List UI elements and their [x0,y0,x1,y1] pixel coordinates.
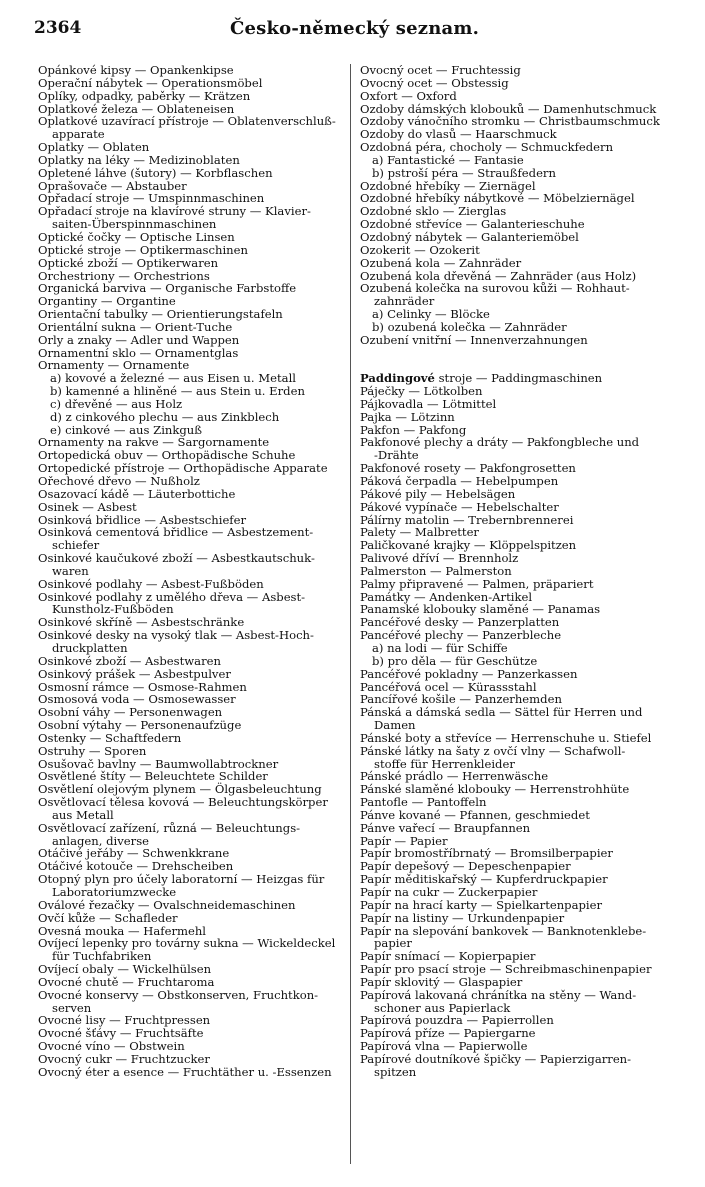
glossary-entry: Palety — Malbretter [360,525,479,540]
glossary-entry: Ozdobné střevíce — Galanterieschuhe [360,217,585,232]
glossary-entry: Papírová pouzdra — Papierrollen [360,1013,554,1028]
glossary-entry: Pancířové košile — Panzerhemden [360,692,562,707]
glossary-entry: Papír na hrací karty — Spielkartenpapier [360,897,603,912]
glossary-entry: Papír pro psací stroje — Schreibmaschinenpapier [360,962,652,977]
glossary-entry: Optické stroje — Optikermaschinen [38,242,248,257]
glossary-entry: Opřadací stroje na klavírové struny — Klavier- [38,204,311,219]
glossary-entry: a) Celinky — Blöcke [372,307,490,322]
glossary-entry: Osvětlení olejovým plynem — Ölgasbeleuchtung [38,782,322,797]
glossary-entry: Osinkové desky na vysoký tlak — Asbest-Hoch- [38,628,314,643]
page-header [34,18,675,44]
glossary-entry: Osvětlovací tělesa kovová — Beleuchtungskörper [38,795,328,810]
glossary-entry: Ozdoby do vlasů — Haarschmuck [360,127,557,142]
glossary-entry: Pakfonové rosety — Pakfongrosetten [360,461,576,476]
glossary-entry: Pánské prádlo — Herrenwäsche [360,769,549,784]
glossary-entry: Oxfort — Oxford [360,88,457,103]
glossary-entry: Osobní váhy — Personenwagen [38,705,223,720]
glossary-entry: Oplatkové uzavírací přístroje — Oblatenverschluß- [38,114,336,129]
glossary-entry: Organtiny — Organtine [38,294,176,309]
glossary-entry: Optické čočky — Optische Linsen [38,229,235,244]
glossary-entry: Ozubená kola dřevěná — Zahnräder (aus Holz) [360,268,637,283]
glossary-entry: Ostenky — Schaftfedern [38,730,182,745]
section-lead-word: Paddingové [360,371,435,386]
glossary-entry: Pálírny matolin — Trebernbrennerei [360,512,574,527]
glossary-entry: Ornamenty — Ornamente [38,358,190,373]
glossary-entry: Papírová příze — Papiergarne [360,1026,536,1041]
glossary-entry: Panamské klobouky slaměné — Panamas [360,602,601,617]
section-gap [360,347,670,360]
glossary-entry: Oplatkové železa — Oblateneisen [38,101,235,116]
glossary-entry: Osinkové podlahy — Asbest-Fußböden [38,576,264,591]
glossary-entry: Pancéřové pokladny — Panzerkassen [360,666,578,681]
glossary-entry: Ovocný ocet — Fruchtessig [360,63,521,77]
glossary-entry: Ozdoby vánočního stromku — Christbaumschmuck [360,114,660,129]
glossary-entry: spitzen [374,1064,417,1079]
glossary-entry: Opletené láhve (šutory) — Korbflaschen [38,165,273,180]
glossary-entry: papier [374,936,412,951]
glossary-entry: Pájkovadla — Lötmittel [360,396,497,411]
glossary-entry: Optické zboží — Optikerwaren [38,255,219,270]
glossary-entry: Papírová lakovaná chránítka na stěny — Wand- [360,987,637,1002]
glossary-entry: Organická barviva — Organische Farbstoffe [38,281,297,296]
glossary-entry: Osvětlovací zařízení, různá — Beleuchtungs- [38,820,301,835]
glossary-entry: Osinkový prášek — Asbestpulver [38,666,231,681]
glossary-entry: Otáčivé jeřáby — Schwenkkrane [38,846,230,861]
glossary-entry: Ozdoby dámských klobouků — Damenhutschmuck [360,101,657,116]
glossary-entry: -Drähte [374,448,419,463]
glossary-entry: Ovesná mouka — Hafermehl [38,923,207,938]
glossary-entry: Pancéřové desky — Panzerplatten [360,615,560,630]
glossary-entry: Orchestriony — Orchestrions [38,268,210,283]
glossary-entry: Papírové doutníkové špičky — Papierzigarren- [360,1051,632,1066]
glossary-entry: a) na lodi — für Schiffe [372,640,508,655]
glossary-entry: Oprašovače — Abstauber [38,178,187,193]
glossary-entry: b) kamenné a hliněné — aus Stein u. Erden [50,384,305,399]
glossary-entry: Ozdobné hřebíky — Ziernägel [360,178,536,193]
glossary-entry: Pakfon — Pakfong [360,422,467,437]
glossary-entry: druckplatten [52,640,128,655]
glossary-entry: schoner aus Papierlack [374,1000,511,1015]
glossary-entry: Pákové pily — Hebelsägen [360,486,516,501]
glossary-entry: b) pstroší péra — Straußfedern [372,165,556,180]
glossary-entry: Laboratoriumzwecke [52,885,177,899]
glossary-entry: Oválové řezačky — Ovalschneidemaschinen [38,897,296,912]
glossary-entry: Pancéřová ocel — Kürassstahl [360,679,537,694]
glossary-entry: Ovocné víno — Obstwein [38,1039,185,1054]
glossary-entry: Ostruhy — Sporen [38,743,147,758]
glossary-entry: Papír snímací — Kopierpapier [360,949,536,964]
glossary-entry: Ovčí kůže — Schafleder [38,910,178,925]
page-title: Česko-německý seznam. [229,18,480,39]
glossary-entry: Ovocný éter a esence — Fruchtäther u. -Essenzen [38,1064,332,1079]
glossary-entry: saiten-Überspinnmaschinen [52,217,217,232]
glossary-entry: Orientální sukna — Orient-Tuche [38,319,233,334]
glossary-entry: Papír na listiny — Urkundenpapier [360,910,565,925]
page-number: 2364 [34,18,82,38]
glossary-entry: b) pro děla — für Geschütze [372,653,538,668]
glossary-entry: Osinkové podlahy z umělého dřeva — Asbest- [38,589,306,604]
glossary-entry: Ovocný ocet — Obstessig [360,75,509,90]
glossary-entry: Pánské látky na šaty z ovčí vlny — Schafwoll- [360,743,626,758]
glossary-entry: Osinková břidlice — Asbestschiefer [38,512,246,527]
glossary-entry: Otopný plyn pro účely laboratorní — Heizgas für [38,872,325,887]
glossary-entry: Ozubená kola — Zahnräder [360,255,522,270]
right-column [360,64,670,1079]
column-divider [350,64,351,1164]
glossary-entry: Osinkové kaučukové zboží — Asbestkautschuk- [38,551,315,566]
glossary-entry: Oplatky — Oblaten [38,140,150,155]
glossary-entry: Osušovač bavlny — Baumwollabtrockner [38,756,279,771]
glossary-entry: Pánve vařecí — Braupfannen [360,820,531,835]
glossary-entry: aus Metall [52,807,114,822]
glossary-entry: Osinkové skříně — Asbestschränke [38,615,245,630]
glossary-entry: Ozokerit — Ozokerit [360,242,480,257]
glossary-entry: c) dřevěné — aus Holz [50,396,183,411]
glossary-entry: Ornamenty na rakve — Sargornamente [38,435,270,450]
glossary-entry: serven [52,1000,92,1015]
glossary-entry: Osobní výtahy — Personenaufzüge [38,718,242,733]
glossary-entry: Pánské boty a střevíce — Herrenschuhe u. Stiefel [360,730,652,745]
glossary-entry: Papír depešový — Depeschenpapier [360,859,571,874]
glossary-entry: Pánské slaměné klobouky — Herrenstrohhüte [360,782,630,797]
glossary-entry: stoffe für Herrenkleider [374,756,515,771]
glossary-entry: Damen [374,718,416,733]
glossary-entry: Otáčivé kotouče — Drehscheiben [38,859,234,874]
glossary-entry: b) ozubená kolečka — Zahnräder [372,319,567,334]
glossary-entry: Orientační tabulky — Orientierungstafeln [38,307,283,322]
glossary-entry: Kunstholz-Fußböden [52,602,174,617]
glossary-entry: e) cinkové — aus Zinkguß [50,422,203,437]
glossary-entry: Papír — Papier [360,833,448,848]
glossary-entry: Papír bromostříbrnatý — Bromsilberpapier [360,846,613,861]
glossary-entry: Papír na cukr — Zuckerpapier [360,885,538,899]
glossary-entry: Osinková cementová břidlice — Asbestzement- [38,525,314,540]
glossary-entry: Ozdobné hřebíky nábytkové — Möbelziernägel [360,191,635,206]
glossary-entry: Papír na slepování bankovek — Banknotenklebe- [360,923,647,938]
glossary-entry: Památky — Andenken-Artikel [360,589,533,604]
glossary-entry: Papír sklovitý — Glaspapier [360,974,523,989]
glossary-entry: d) z cinkového plechu — aus Zinkblech [50,409,280,424]
glossary-entry: Osmosová voda — Osmosewasser [38,692,236,707]
glossary-entry: Ovocné šťávy — Fruchtsäfte [38,1026,204,1041]
glossary-entry: Ozdobná péra, chocholy — Schmuckfedern [360,140,614,155]
glossary-entry: Pákové vypínače — Hebelschalter [360,499,559,514]
glossary-entry: Papír měditiskařský — Kupferdruckpapier [360,872,608,887]
glossary-entry: anlagen, diverse [52,833,150,848]
glossary-entry: Osvětlené štíty — Beleuchtete Schilder [38,769,268,784]
glossary-entry: apparate [52,127,105,142]
glossary-entry: Pajka — Lötzinn [360,409,455,424]
glossary-entry: Pánve kované — Pfannen, geschmiedet [360,807,590,822]
glossary-entry: Ovíjecí lepenky pro továrny sukna — Wickeldeckel [38,936,336,951]
glossary-entry: Ozubení vnitřní — Innenverzahnungen [360,332,588,347]
glossary-entry: Papírová vlna — Papierwolle [360,1039,528,1054]
glossary-entry: Ozdobné sklo — Zierglas [360,204,507,219]
glossary-entry: Ovíjecí obaly — Wickelhülsen [38,962,212,977]
glossary-entry: Ornamentní sklo — Ornamentglas [38,345,239,360]
glossary-entry: Palmerston — Palmerston [360,563,512,578]
glossary-entry: Pánská a dámská sedla — Sättel für Herren und [360,705,643,720]
glossary-entry: Palmy připravené — Palmen, präpariert [360,576,594,591]
glossary-entry: Oplíky, odpadky, paběrky — Krätzen [38,88,251,103]
glossary-entry: Oplatky na léky — Medizinoblaten [38,152,240,167]
glossary-entry: Ovocný cukr — Fruchtzucker [38,1051,210,1066]
glossary-entry: schiefer [52,538,100,553]
glossary-entry: Ozdobný nábytek — Galanteriemöbel [360,229,579,244]
glossary-entry: Paličkované krajky — Klöppelspitzen [360,538,577,553]
glossary-entry: Palivové dříví — Brennholz [360,551,519,566]
left-column [38,64,350,1079]
glossary-entry: a) Fantastické — Fantasie [372,152,524,167]
glossary-entry: für Tuchfabriken [52,949,152,964]
glossary-entry: Pakfonové plechy a dráty — Pakfongbleche und [360,435,640,450]
glossary-entry: waren [52,563,89,578]
glossary-entry: zahnräder [374,294,435,309]
glossary-entry: Ořechové dřevo — Nußholz [38,474,200,488]
glossary-entry: Páková čerpadla — Hebelpumpen [360,474,559,488]
glossary-entry: Operační nábytek — Operationsmöbel [38,75,263,90]
glossary-entry: Osinkové zboží — Asbestwaren [38,653,221,668]
glossary-entry: Ovocné lisy — Fruchtpressen [38,1013,211,1028]
glossary-entry: Osinek — Asbest [38,499,137,514]
glossary-entry: Opřadací stroje — Umspinnmaschinen [38,191,265,206]
glossary-entry: Opánkové kipsy — Opankenkipse [38,63,234,77]
glossary-entry: Ortopedická obuv — Orthopädische Schuhe [38,448,296,463]
glossary-entry: Páječky — Lötkolben [360,384,483,399]
glossary-entry: Paddingové stroje — Paddingmaschinen [360,371,603,386]
glossary-entry: Pancéřové plechy — Panzerbleche [360,628,562,643]
glossary-entry: Pantofle — Pantoffeln [360,795,487,810]
glossary-entry: a) kovové a železné — aus Eisen u. Metall [50,371,296,386]
glossary-entry: Ortopedické přístroje — Orthopädische Apparate [38,461,328,476]
glossary-entry: Ovocné chutě — Fruchtaroma [38,974,215,989]
glossary-entry: Osmosní rámce — Osmose-Rahmen [38,679,247,694]
glossary-entry: Ozubená kolečka na surovou kůži — Rohhaut- [360,281,630,296]
glossary-entry: Osazovací kádě — Läuterbottiche [38,486,236,501]
glossary-entry: Ovocné konservy — Obstkonserven, Fruchtkon- [38,987,319,1002]
glossary-entry: Orly a znaky — Adler und Wappen [38,332,240,347]
